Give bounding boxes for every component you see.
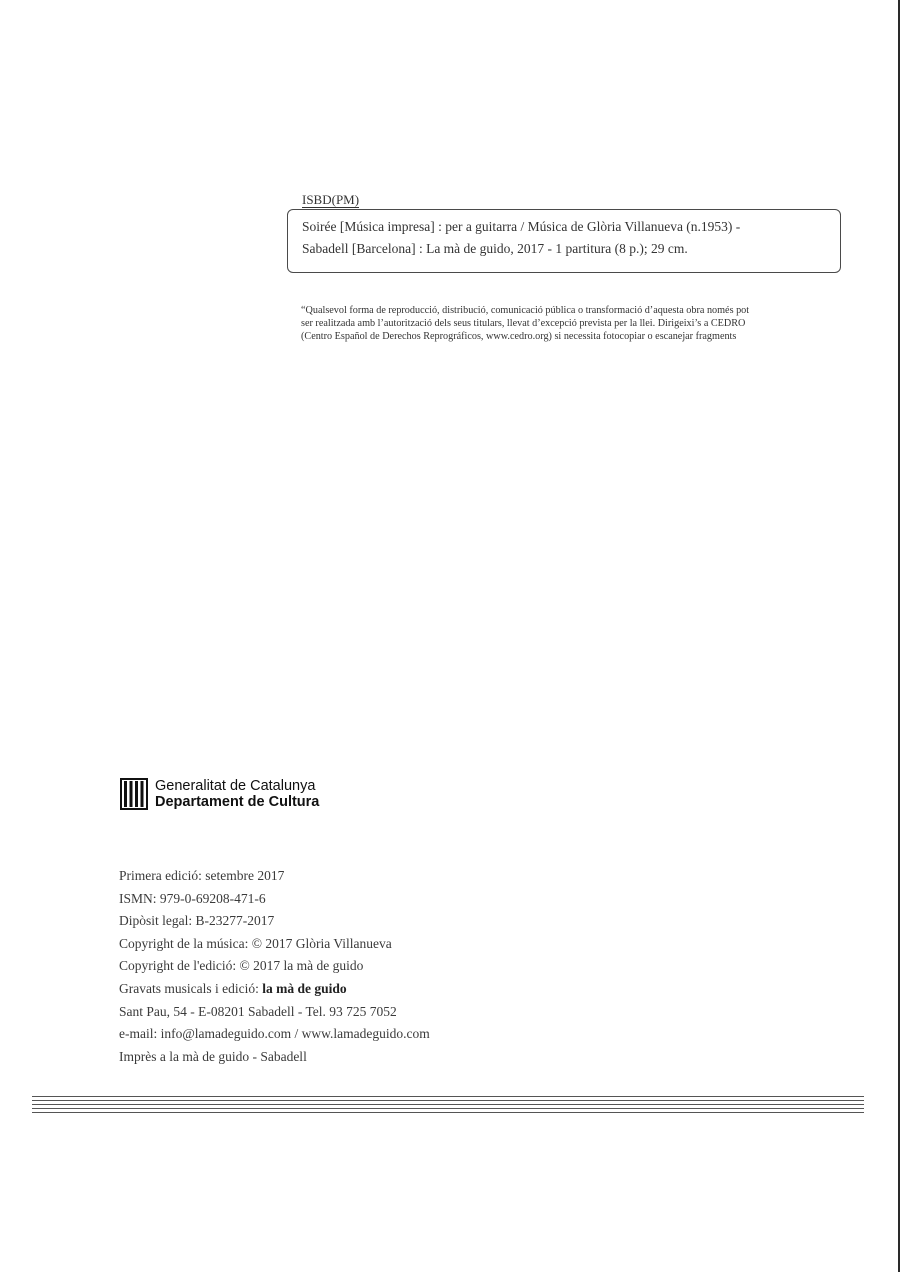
publisher-address: Sant Pau, 54 - E-08201 Sabadell - Tel. 93 725 7052 (119, 1003, 397, 1019)
decorative-staff-lines (32, 1096, 864, 1114)
edition-copyright: Copyright de l'edició: © 2017 la mà de guido (119, 958, 364, 974)
engraving-publisher: la mà de guido (262, 980, 347, 996)
isbd-catalog-box (287, 209, 841, 273)
staff-line (32, 1104, 864, 1105)
engraving-credit (119, 978, 430, 1001)
isbd-line-1: Soirée [Música impresa] : per a guitarra / Música de Glòria Villanueva (n.1953) - (302, 219, 741, 234)
isbd-label: ISBD(PM) (302, 192, 360, 207)
engraving-prefix: Gravats musicals i edició: (119, 980, 263, 996)
notice-line-3: (Centro Español de Derechos Reprográficos, www.cedro.org) si necessita fotocopiar o escanejar fragments (301, 331, 737, 343)
publisher-contact: e-mail: info@lamadeguido.com / www.lamadeguido.com (119, 1026, 430, 1042)
first-edition: Primera edició: setembre 2017 (119, 868, 285, 883)
isbd-line-2: Sabadell [Barcelona] : La mà de guido, 2017 - 1 partitura (8 p.); 29 cm. (302, 241, 688, 256)
notice-line-1: “Qualsevol forma de reproducció, distribució, comunicació pública o transformació d’aquesta obra només pot (301, 305, 750, 316)
music-copyright: Copyright de la música: © 2017 Glòria Villanueva (119, 935, 392, 951)
notice-line-2: ser realitzada amb l’autorització dels seus titulars, llevat d’excepció prevista per la llei. Dirigeixi’s a CEDRO (301, 318, 746, 330)
publication-credits (119, 865, 430, 1068)
legal-deposit: Dipòsit legal: B-23277-2017 (119, 913, 275, 929)
printed-by: Imprès a la mà de guido - Sabadell (119, 1048, 307, 1064)
staff-line (32, 1112, 864, 1113)
copyright-notice (301, 304, 841, 344)
ismn: ISMN: 979-0-69208-471-6 (119, 890, 266, 906)
staff-line (32, 1108, 864, 1109)
logo-line-generalitat: Generalitat de Catalunya (155, 778, 316, 794)
logo-text (155, 778, 319, 810)
staff-line (32, 1100, 864, 1101)
staff-line (32, 1096, 864, 1097)
generalitat-logo (120, 778, 319, 810)
logo-line-department: Departament de Cultura (155, 794, 320, 810)
generalitat-emblem-icon (120, 778, 148, 810)
